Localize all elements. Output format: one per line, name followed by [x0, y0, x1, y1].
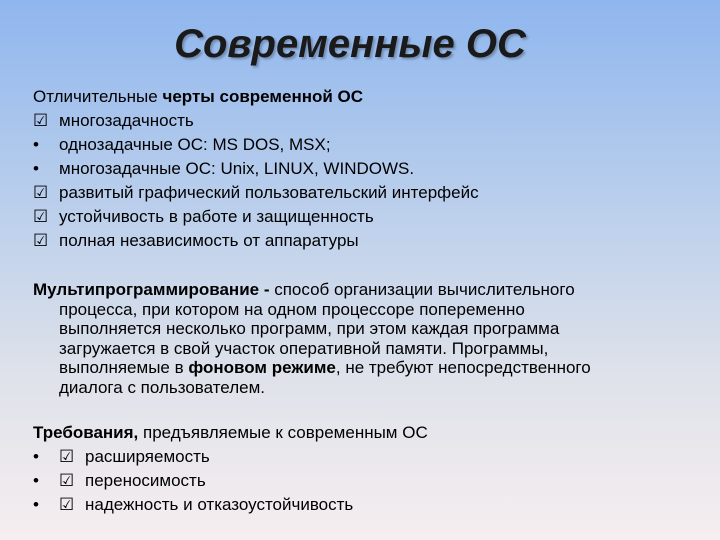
feature-item	[33, 109, 713, 133]
term-background-mode: фоновом режиме	[188, 358, 336, 377]
checkbox-icon: ☑	[33, 231, 49, 250]
feature-text: многозадачные ОС: Unix, LINUX, WINDOWS.	[59, 159, 415, 178]
checkbox-icon: ☑	[33, 183, 49, 202]
bullet-icon: •	[33, 447, 39, 466]
checkbox-icon: ☑	[59, 447, 75, 466]
checkbox-icon: ☑	[59, 495, 75, 514]
term-multiprogramming: Мультипрограммирование -	[33, 280, 270, 299]
paragraph-line: загружается в свой участок оперативной памяти. Программы,	[59, 338, 549, 358]
requirements-term: Требования,	[33, 423, 139, 442]
bullet-icon: •	[33, 159, 39, 178]
feature-text: устойчивость в работе и защищенность	[59, 207, 374, 226]
paragraph-line: процесса, при котором на одном процессоре попеременно	[59, 299, 525, 319]
feature-item	[33, 157, 713, 181]
checkbox-icon: ☑	[33, 207, 49, 226]
paragraph-line	[33, 358, 713, 378]
features-section	[33, 85, 713, 253]
paragraph-text: , не требуют непосредственного	[335, 358, 591, 377]
slide-title: Современные ОС	[174, 22, 526, 66]
feature-item	[33, 181, 713, 205]
paragraph-line: диалога с пользователем.	[59, 377, 265, 397]
checkbox-icon: ☑	[59, 471, 75, 490]
paragraph-line: выполняется несколько программ, при этом каждая программа	[59, 319, 560, 338]
feature-text: развитый графический пользовательский интерфейс	[59, 183, 479, 202]
features-intro-bold: черты современной ОС	[162, 87, 364, 106]
feature-item	[33, 205, 713, 229]
checkbox-icon: ☑	[33, 111, 49, 130]
requirement-text: надежность и отказоустойчивость	[85, 495, 354, 514]
requirements-section	[33, 421, 713, 517]
feature-text: многозадачность	[59, 111, 194, 130]
feature-text: полная независимость от аппаратуры	[59, 231, 359, 250]
requirement-item	[33, 469, 713, 493]
requirements-intro-text: предъявляемые к современным ОС	[138, 423, 428, 442]
requirements-intro	[33, 421, 713, 445]
requirement-item	[33, 445, 713, 469]
feature-text: однозадачные ОС: MS DOS, MSX;	[59, 135, 331, 154]
bullet-icon: •	[33, 135, 39, 154]
features-intro-text: Отличительные	[33, 87, 163, 106]
feature-item	[33, 133, 713, 157]
paragraph-line	[33, 280, 713, 300]
requirement-item	[33, 493, 713, 517]
requirement-text: расширяемость	[85, 447, 210, 466]
features-intro	[33, 85, 713, 109]
bullet-icon: •	[33, 495, 39, 514]
paragraph-text: способ организации вычислительного	[269, 280, 575, 299]
paragraph-text: выполняемые в	[59, 358, 189, 377]
requirement-text: переносимость	[85, 471, 206, 490]
multiprogramming-paragraph	[33, 280, 713, 397]
feature-item	[33, 229, 713, 253]
bullet-icon: •	[33, 471, 39, 490]
